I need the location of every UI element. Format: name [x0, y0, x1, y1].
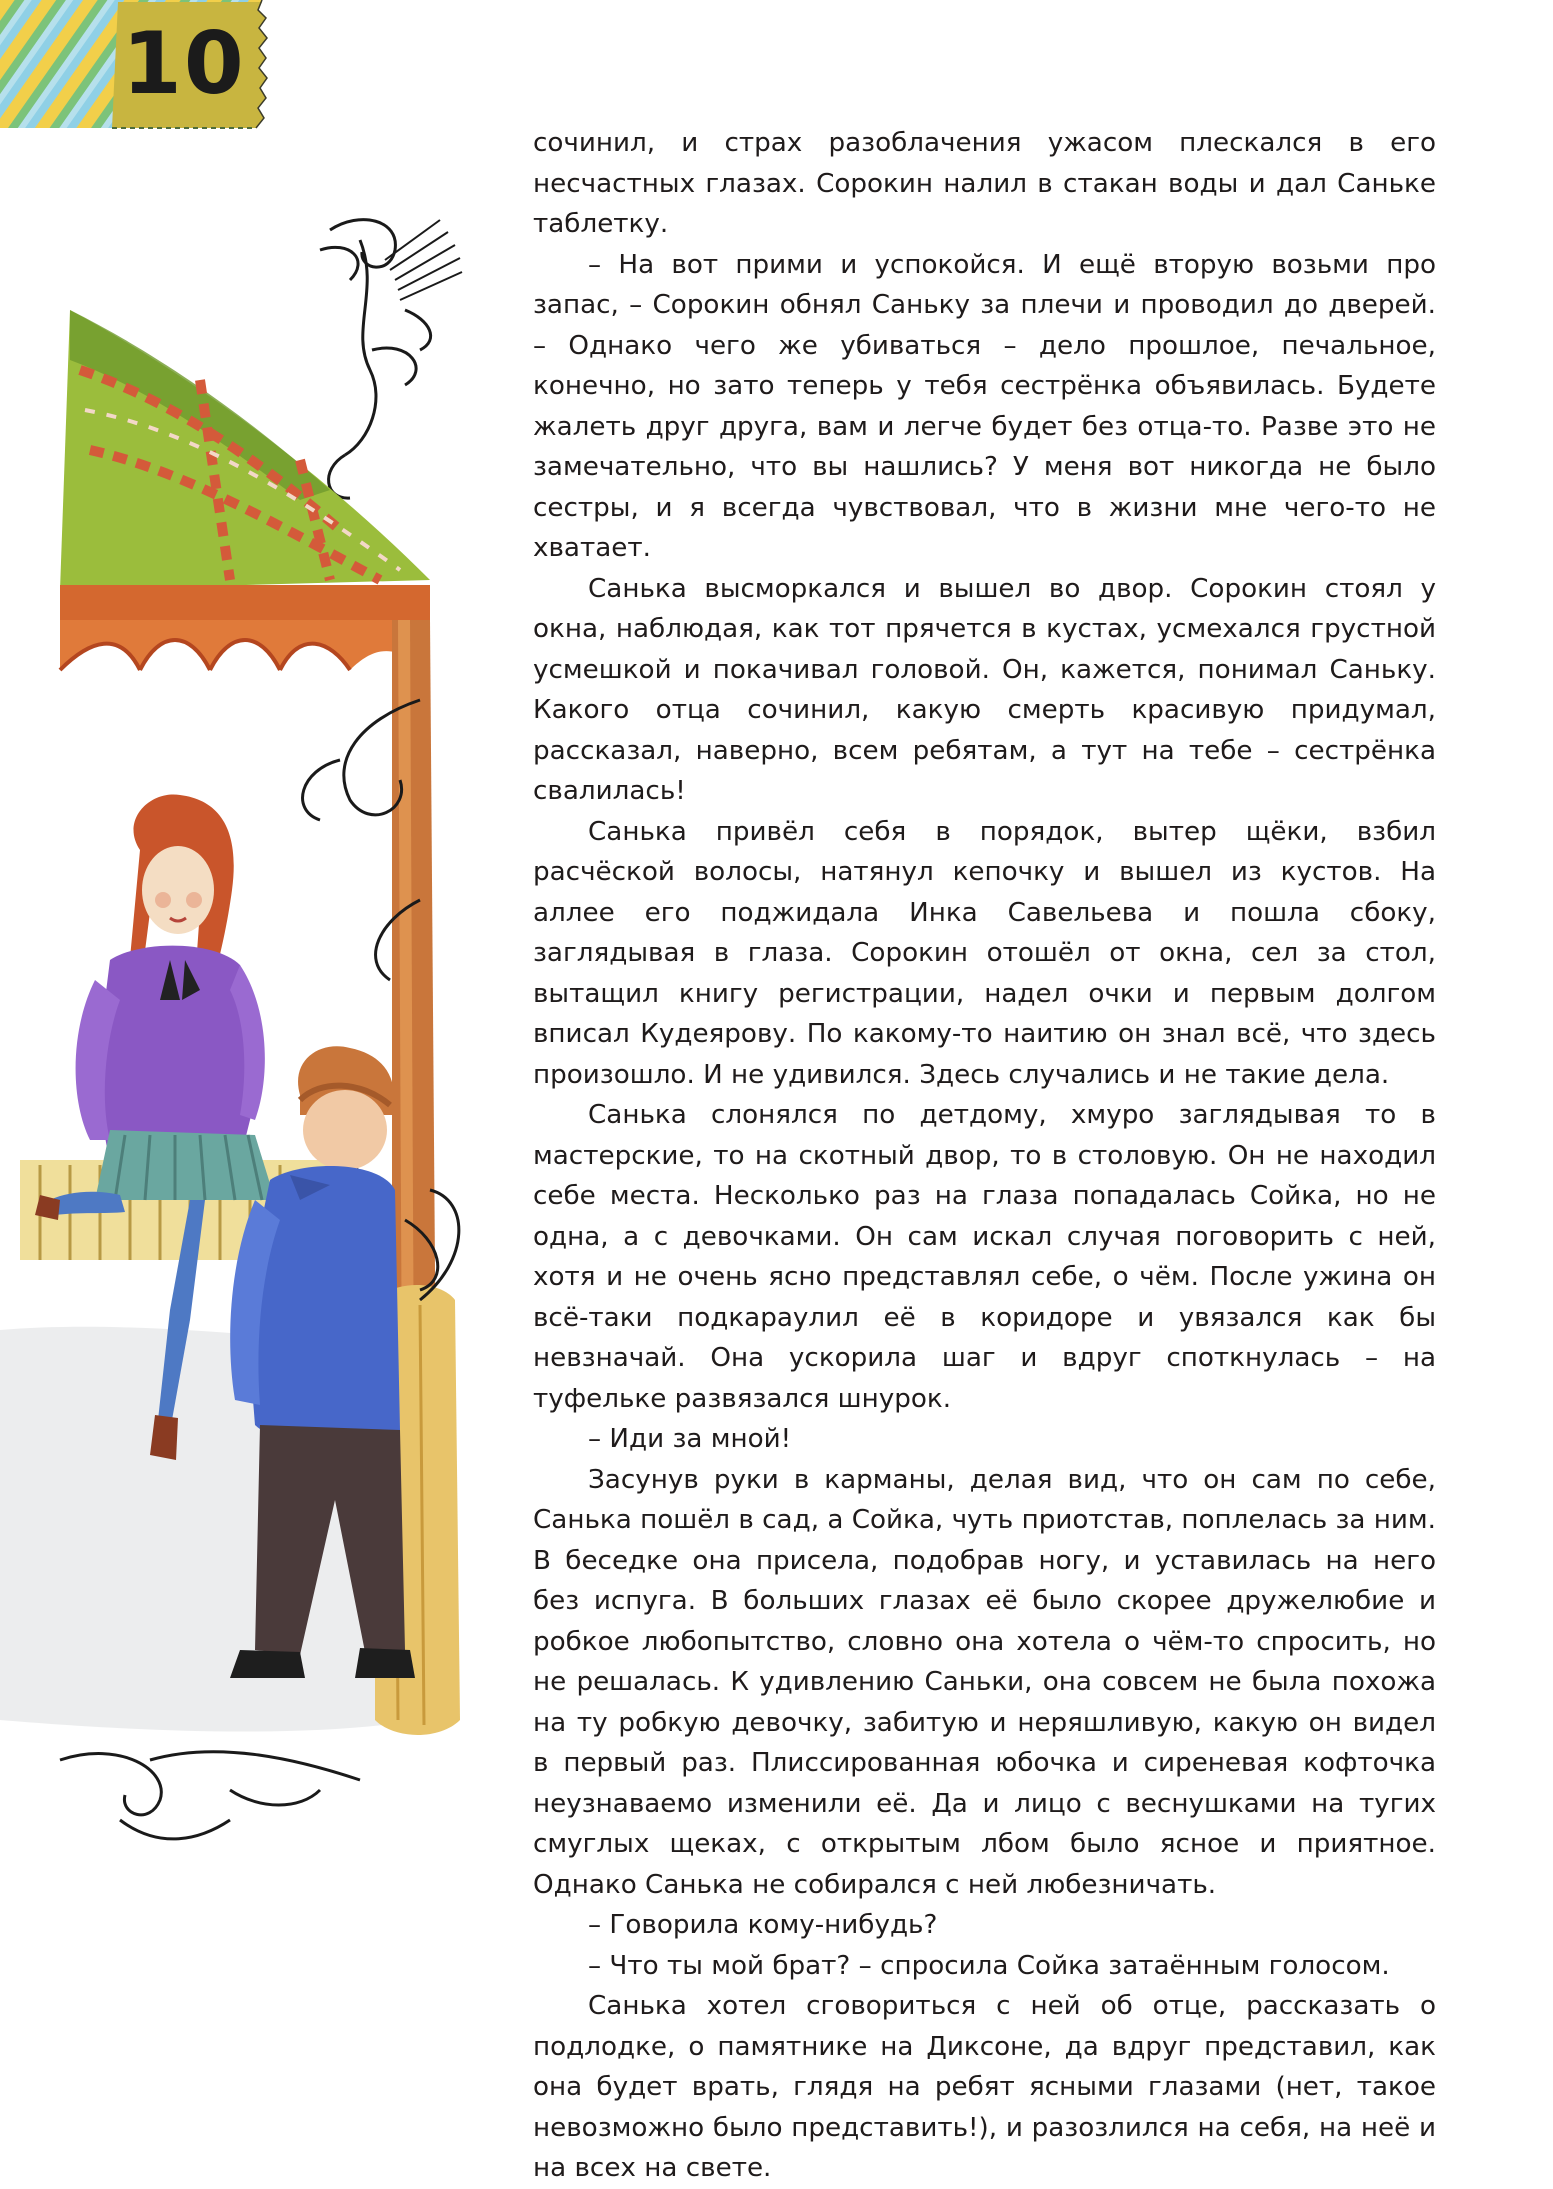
illustration — [0, 200, 500, 1920]
body-text — [533, 123, 1436, 2189]
paragraph: Санька хотел сговориться с ней об отце, рассказать о подлодке, о памятнике на Диксоне, да вдруг представил, как она будет врать, глядя на ребят ясными глазами (нет, такое невозможно было представить!), и разозлился на себя, на неё и на всех на свете. — [533, 1991, 1436, 2183]
paragraph: Санька высморкался и вышел во двор. Сорокин стоял у окна, наблюдая, как тот прячется в кустах, усмехался грустной усмешкой и покачивал головой. Он, кажется, понимал Саньку. Какого отца сочинил, какую смерть красивую придумал, рассказал, наверно, всем ребятам, а тут на тебе – сестрёнка свалилась! — [533, 573, 1436, 806]
paragraph: – На вот прими и успокойся. И ещё вторую возьми про запас, – Сорокин обнял Саньку за плечи и проводил до дверей. – Однако чего же убиваться – дело прошлое, печальное, конечно, но зато теперь у тебя сестрёнка объявилась. Будете жалеть друг друга, вам и легче будет без отца-то. Разве это не замечательно, что вы нашлись? У меня вот никогда не было сестры, и я всегда чувствовал, что в жизни мне чего-то не хватает. — [533, 249, 1436, 563]
page-number-badge — [0, 0, 272, 136]
watercolor-children-at-gazebo-icon — [0, 200, 500, 1920]
paragraph: Засунув руки в карманы, делая вид, что он сам по себе, Санька пошёл в сад, а Сойка, чуть приотстав, поплелась за ним. В беседке она присела, подобрав ногу, и уставилась на него без испуга. В больших глазах её было скорее дружелюбие и робкое любопытство, словно она хотела о чём-то спросить, но не решалась. К удивлению Саньки, она совсем не была похожа на ту робкую девочку, забитую и неряшливую, какую он видел в первый раз. Плиссированная юбочка и сиреневая кофточка неузнаваемо изменили её. Да и лицо с веснушками на тугих смуглых щеках, с открытым лбом было ясное и приятное. Однако Санька не собирался с ней любезничать. — [533, 1464, 1436, 1900]
paragraph: – Иди за мной! — [588, 1424, 792, 1454]
paragraph: – Что ты мой брат? – спросила Сойка затаённым голосом. — [588, 1950, 1390, 1981]
paragraph: – Говорила кому-нибудь? — [588, 1910, 938, 1940]
paragraph: Санька слонялся по детдому, хмуро заглядывая то в мастерские, то на скотный двор, то в столовую. Он не находил себе места. Несколько раз на глаза попадалась Сойка, но не одна, а с девочками. Он сам искал случая поговорить с ней, хотя и не очень ясно представлял себе, о чём. После ужина он всё-таки подкараулил её в коридоре и увязался как бы невзначай. Она ускорила шаг и вдруг споткнулась – на туфельке развязался шнурок. — [533, 1100, 1436, 1414]
paragraph: сочинил, и страх разоблачения ужасом плескался в его несчастных глазах. Сорокин налил в стакан воды и дал Саньке таблетку. — [533, 128, 1436, 239]
paragraph: Санька привёл себя в порядок, вытер щёки, взбил расчёской волосы, натянул кепочку и вышел из кустов. На аллее его поджидала Инка Савельева и пошла сбоку, заглядывая в глаза. Сорокин отошёл от окна, сел за стол, вытащил книгу регистрации, надел очки и первым долгом вписал Кудеярову. По какому-то наитию он знал всё, что здесь произошло. И не удивился. Здесь случались и не такие дела. — [533, 816, 1436, 1090]
page-number: 10 — [122, 14, 246, 114]
